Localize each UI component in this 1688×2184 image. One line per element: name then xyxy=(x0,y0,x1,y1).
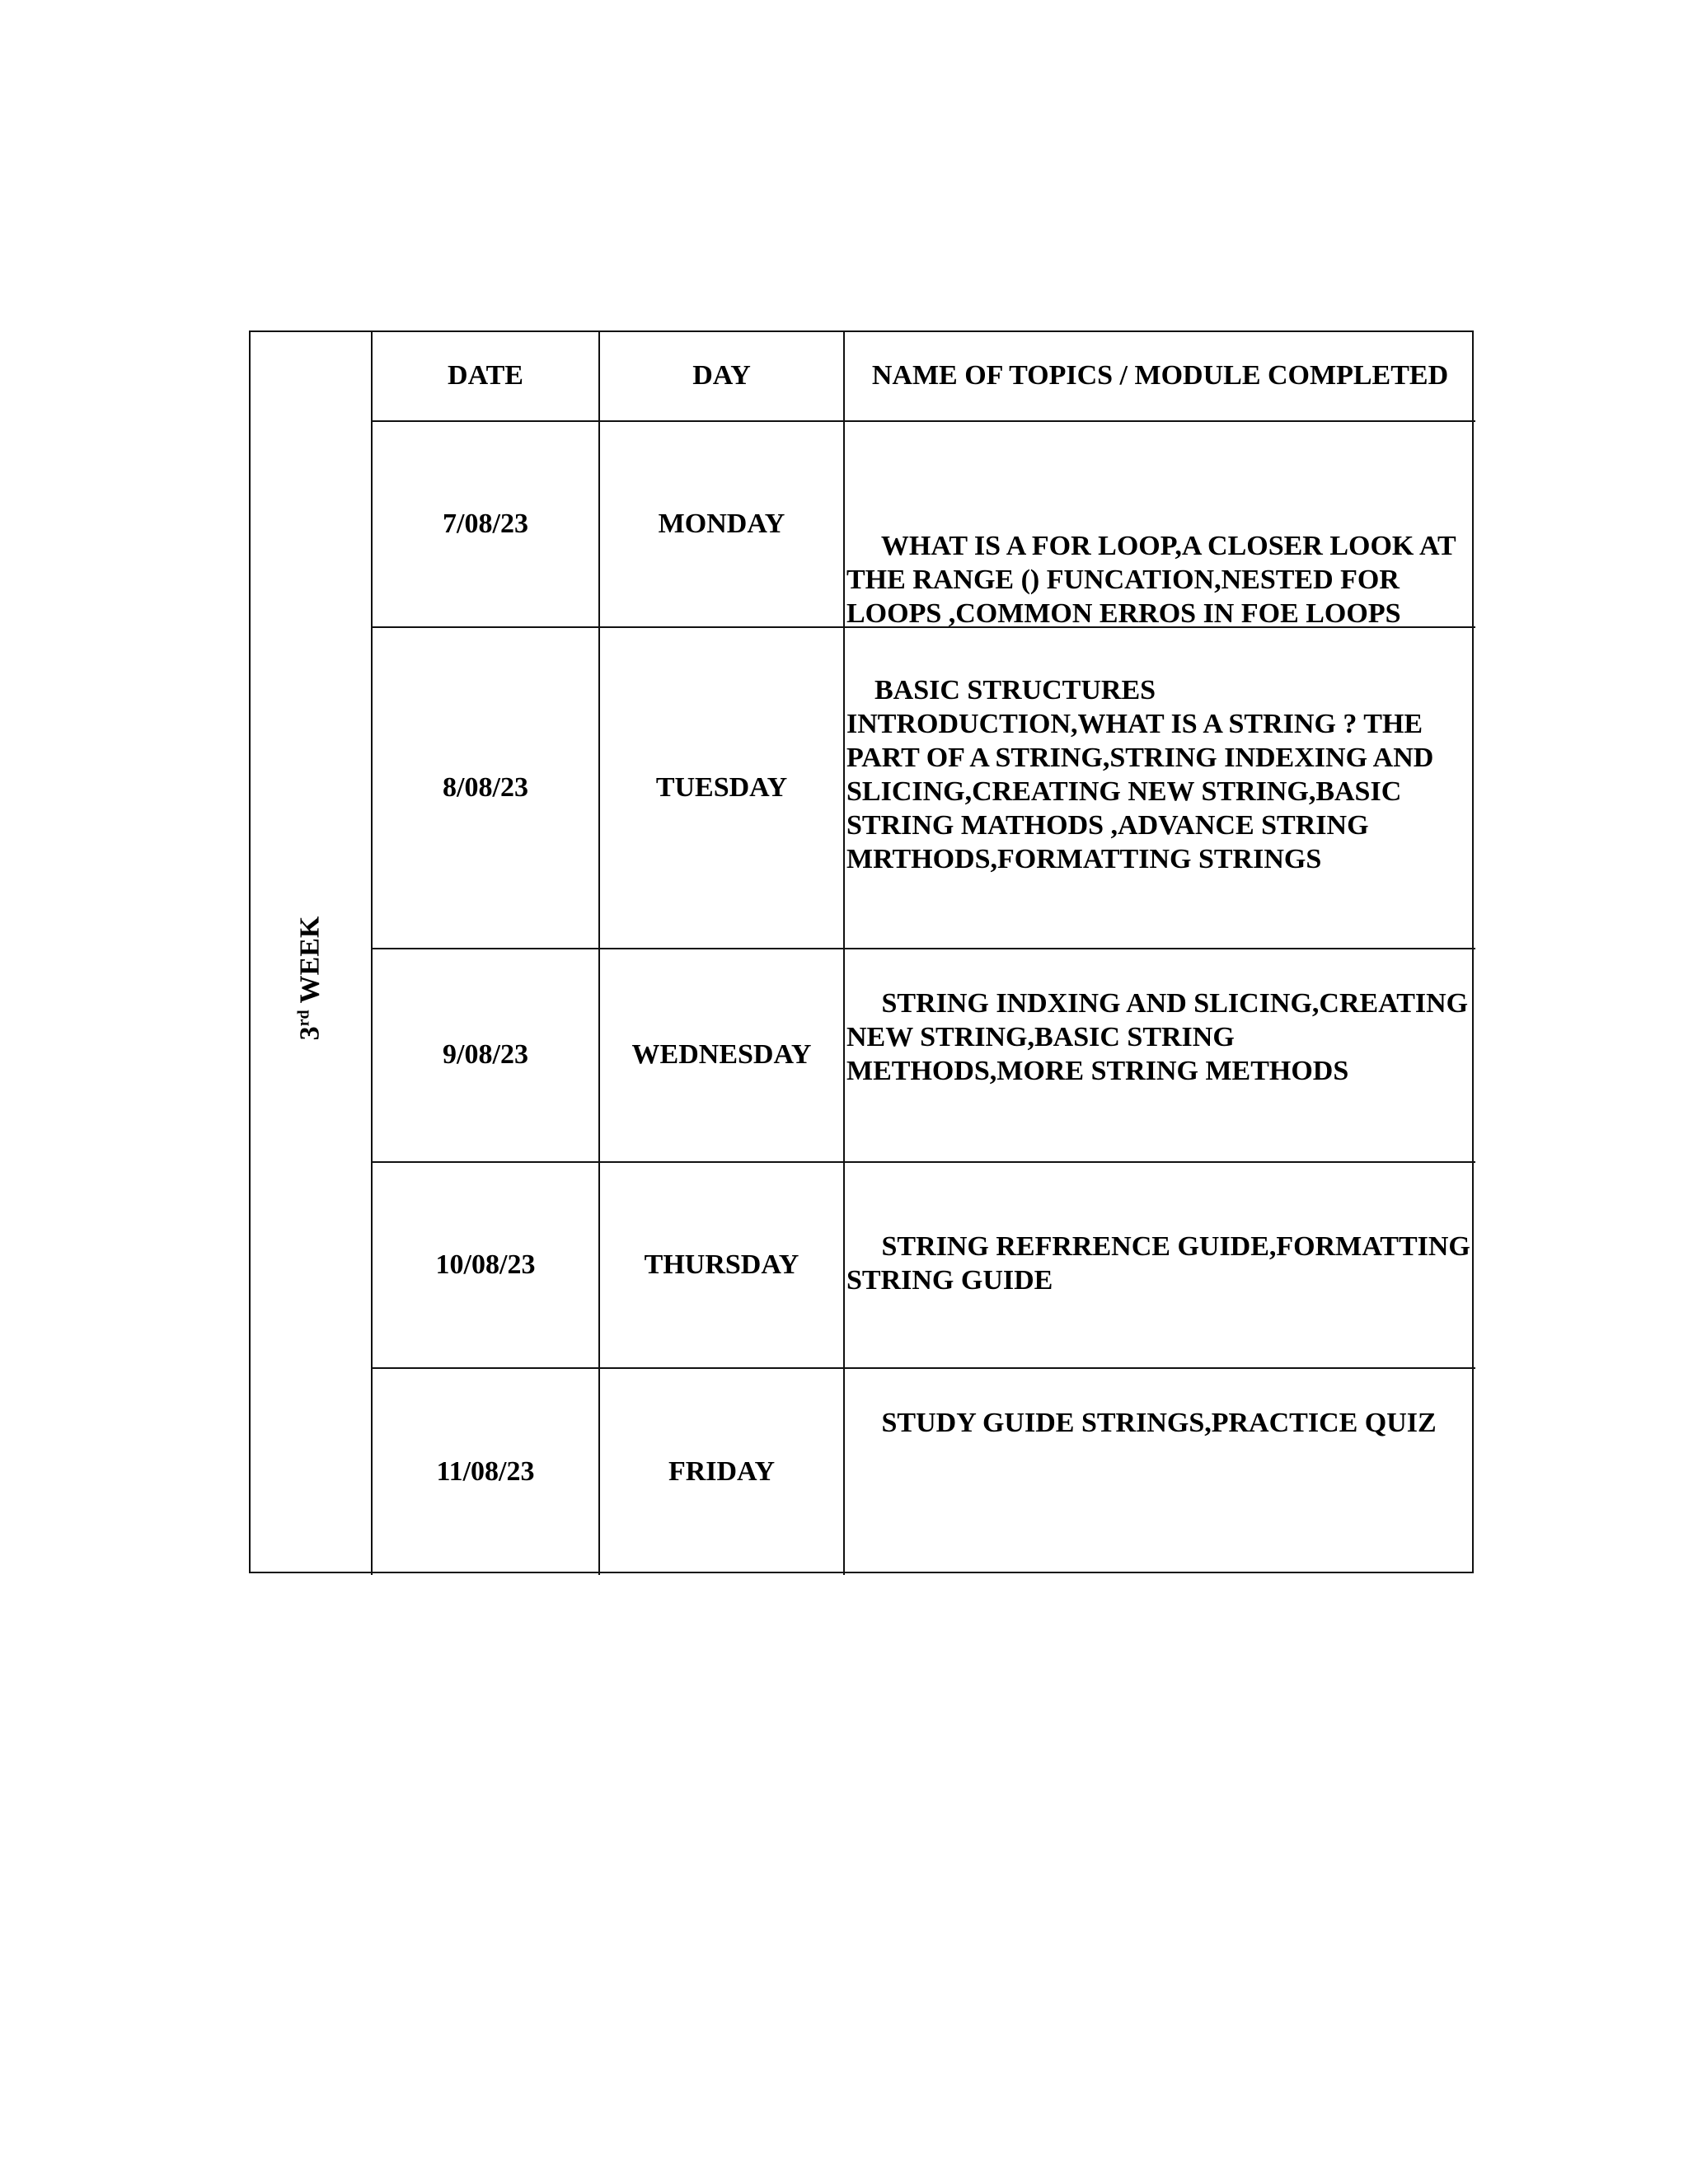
topics-value: BASIC STRUCTURES INTRODUCTION,WHAT IS A STRING ? THE PART OF A STRING,STRING INDEXING AND SLICING,CREATING NEW STRING,BASIC STRING MATHODS ,ADVANCE STRING MRTHODS,FORMATTING STRINGS xyxy=(846,675,1441,874)
day-value: WEDNESDAY xyxy=(631,1039,812,1071)
table-row-date xyxy=(373,1369,600,1575)
table-row-date xyxy=(373,1163,600,1369)
table-row-day xyxy=(600,949,845,1163)
table-row-date xyxy=(373,628,600,949)
header-date xyxy=(373,332,600,422)
date-value: 7/08/23 xyxy=(443,508,528,539)
header-day-label: DAY xyxy=(692,360,751,391)
week-label xyxy=(294,916,328,1041)
table-row-day xyxy=(600,1369,845,1575)
header-date-label: DATE xyxy=(448,360,523,391)
header-day xyxy=(600,332,845,422)
week-word: WEEK xyxy=(294,916,326,1004)
week-number-suffix: rd xyxy=(294,1010,313,1027)
table-row-topics xyxy=(845,949,1475,1163)
table-row-topics xyxy=(845,1163,1478,1369)
topics-value: STRING INDXING AND SLICING,CREATING NEW STRING,BASIC STRING METHODS,MORE STRING METHODS xyxy=(846,988,1475,1086)
header-topics-label: NAME OF TOPICS / MODULE COMPLETED xyxy=(871,360,1449,391)
weekly-schedule-table xyxy=(249,330,1478,1573)
table-row-topics xyxy=(845,628,1475,949)
date-value: 10/08/23 xyxy=(435,1249,536,1280)
day-value: THURSDAY xyxy=(644,1249,799,1280)
week-number: 3 xyxy=(294,1026,326,1041)
table-row-day xyxy=(600,628,845,949)
date-value: 8/08/23 xyxy=(443,771,528,803)
table-row-topics xyxy=(845,1369,1475,1575)
topics-value: STRING REFRRENCE GUIDE,FORMATTING STRING GUIDE xyxy=(846,1231,1478,1296)
day-value: TUESDAY xyxy=(655,771,788,803)
day-value: MONDAY xyxy=(658,508,785,539)
table-row-day xyxy=(600,422,845,628)
table-row-date xyxy=(373,422,600,628)
date-value: 9/08/23 xyxy=(443,1039,528,1071)
topics-value: WHAT IS A FOR LOOP,A CLOSER LOOK AT THE RANGE () FUNCATION,NESTED FOR LOOPS ,COMMON ERROS IN FOE LOOPS xyxy=(846,531,1462,629)
header-topics xyxy=(845,332,1475,422)
date-value: 11/08/23 xyxy=(436,1455,535,1487)
day-value: FRIDAY xyxy=(668,1455,776,1487)
table-row-day xyxy=(600,1163,845,1369)
topics-value: STUDY GUIDE STRINGS,PRACTICE QUIZ xyxy=(874,1408,1437,1438)
table-row-topics xyxy=(845,422,1475,628)
week-label-cell xyxy=(251,332,373,1575)
table-row-date xyxy=(373,949,600,1163)
